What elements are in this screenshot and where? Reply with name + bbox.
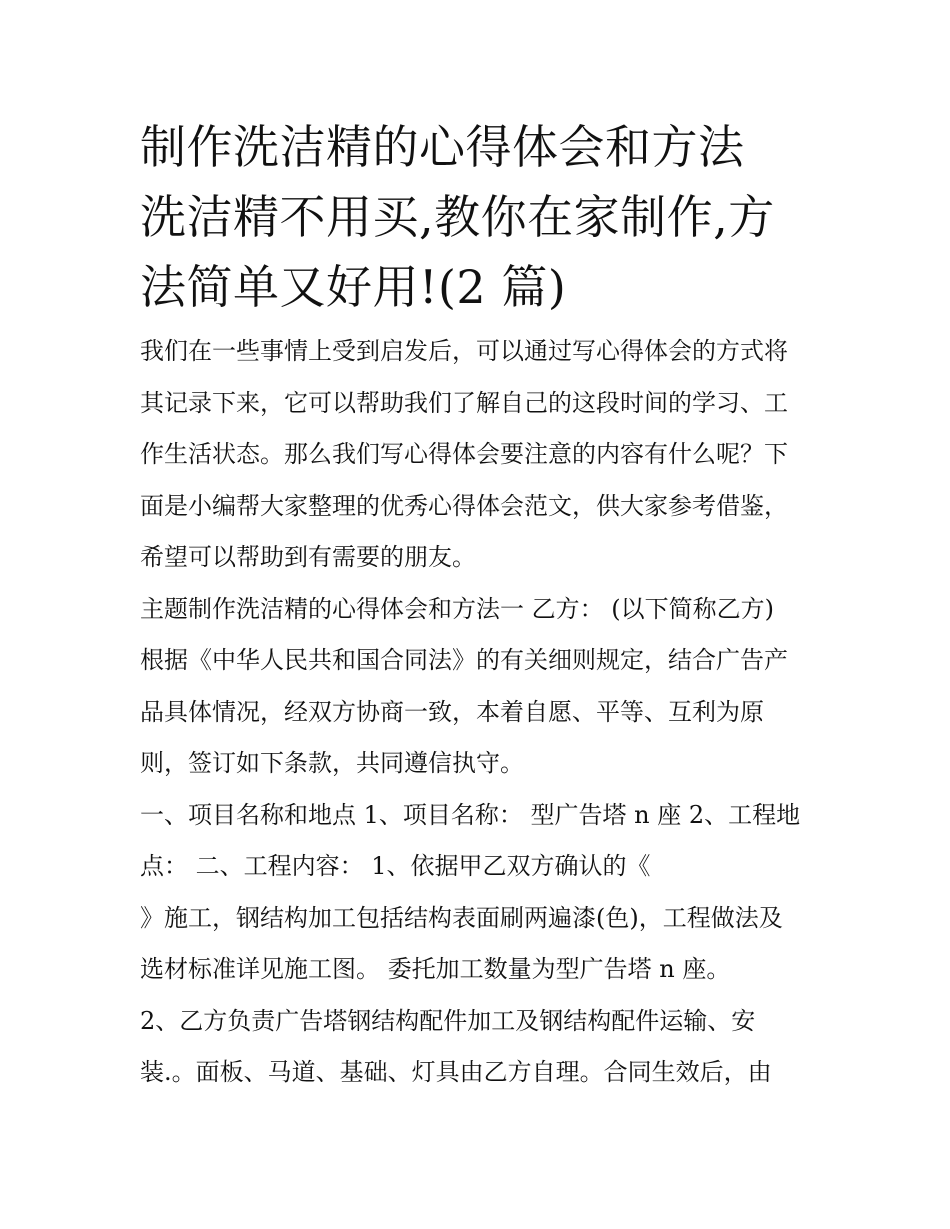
- text-line: 》施工，钢结构加工包括结构表面刷两遍漆(色)，工程做法及: [140, 903, 783, 932]
- text-line: 我们在一些事情上受到启发后，可以通过写心得体会的方式将: [140, 337, 788, 365]
- text-line: 面是小编帮大家整理的优秀心得体会范文，供大家参考借鉴，: [140, 491, 788, 520]
- text-line: 则，签订如下条款，共同遵信执守。: [140, 749, 524, 777]
- text-line: 品具体情况，经双方协商一致，本着自愿、平等、互利为原: [140, 697, 764, 726]
- title-line: 制作洗洁精的心得体会和方法: [140, 120, 745, 174]
- responsibility-paragraph: [140, 996, 816, 1099]
- text-line: 装.。面板、马道、基础、灯具由乙方自理。合同生效后，由: [140, 1058, 772, 1086]
- text-line: 选材标准详见施工图。 委托加工数量为型广告塔 n 座。: [140, 955, 731, 983]
- text-line: 希望可以帮助到有需要的朋友。: [140, 543, 476, 571]
- intro-paragraph: [140, 326, 816, 584]
- contract-intro-paragraph: [140, 584, 816, 790]
- text-line: 点： 二、工程内容： 1、依据甲乙双方确认的《: [140, 852, 651, 880]
- title-line: 洗洁精不用买,教你在家制作,方: [140, 190, 775, 244]
- document-page: [140, 112, 816, 1099]
- text-line: 根据《中华人民共和国合同法》的有关细则规定，结合广告产: [140, 646, 788, 674]
- text-line: 其记录下来，它可以帮助我们了解自己的这段时间的学习、工: [140, 388, 788, 417]
- text-line: 主题制作洗洁精的心得体会和方法一 乙方： (以下简称乙方): [140, 594, 774, 623]
- project-info-paragraph: [140, 790, 816, 996]
- text-line: 2、乙方负责广告塔钢结构配件加工及钢结构配件运输、安: [140, 1006, 756, 1035]
- document-title: [140, 112, 816, 322]
- text-line: 作生活状态。那么我们写心得体会要注意的内容有什么呢？下: [140, 440, 788, 468]
- title-line: 法简单又好用!(2 篇): [140, 260, 567, 314]
- text-line: 一、项目名称和地点 1、项目名称： 型广告塔 n 座 2、工程地: [140, 800, 801, 829]
